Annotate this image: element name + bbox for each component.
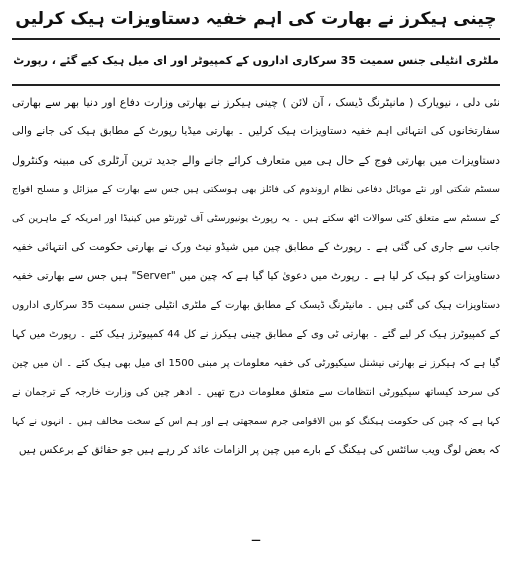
body-line: جانب سے جاری کی گئی ہے ۔ رپورٹ کے مطابق چین میں شیڈو نیٹ ورک نے بھارتی حکومت کی انتہائی خفیہ (12, 241, 500, 253)
body-line: دستاویزات کو ہیک کر لیا ہے ۔ رپورٹ میں دعویٰ کیا گیا ہے کہ چین میں "Server" ہیں جس سے بھارتی خفیہ (12, 270, 500, 282)
body-line: کی سرحد کیساتھ سیکیورٹی انتظامات سے متعلق معلومات درج تھیں ۔ ادھر چین کی وزارت خارجہ کے ترجمان نے (12, 387, 500, 398)
body-line: کہ بعض لوگ ویب سائٹس کی ہیکنگ کے بارے میں چین پر الزامات عائد کر رہے ہیں جو حقائق کے برعکس ہیں (18, 444, 500, 456)
body-line: نئی دلی ، نیویارک ( مانیٹرنگ ڈیسک ، آن لائن ) چینی ہیکرز نے بھارتی وزارت دفاع اور دنیا بھر سے بھارتی (12, 96, 500, 109)
body-line: دستاویزات ہیک کی گئی ہیں ۔ مانیٹرنگ ڈیسک کے مطابق بھارت کے ملٹری انٹیلی جنس سمیت 35 سرکاری اداروں (12, 300, 500, 311)
body-line: سسٹم شکتی اور نئے موبائل دفاعی نظام اروندوم کی فائلز بھی ہوسکتی ہیں جس سے بھارت کے میزائل و مسلح افواج (12, 184, 500, 195)
body-line: دستاویزات میں بھارتی فوج کے حال ہی میں متعارف کرائے جانے والے جدید ترین آرٹلری کی مبینہ وکنٹرول (12, 154, 500, 167)
headline: چینی ہیکرز نے بھارت کی اہم خفیہ دستاویزات ہیک کرلیں (15, 9, 497, 29)
body-line: کے سسٹم سے متعلق کئی سوالات اٹھ سکتے ہیں ۔ یہ رپورٹ یونیورسٹی آف ٹورنٹو میں کینیڈا اور امریکہ کے ماہرین کی (12, 213, 500, 224)
divider-bottom (12, 84, 500, 86)
end-mark: ــ (251, 529, 261, 545)
divider-top (12, 38, 500, 40)
body-line: کے کمپیوٹرز ہیک کر لیے گئے ۔ بھارتی ٹی وی کے مطابق چینی ہیکرز نے کل 44 کمپیوٹرز ہیک کئے ۔ رپورٹ میں کہا (12, 329, 500, 340)
body-line: کہا ہے کہ چین کی حکومت ہیکنگ کو بین الاقوامی جرم سمجھتی ہے اور ہم اس کے سخت مخالف ہیں ۔ انہوں نے کہا (12, 416, 500, 427)
subheadline: ملٹری انٹیلی جنس سمیت 35 سرکاری اداروں کے کمپیوٹر اور ای میل ہیک کیے گئے ، رپورٹ (13, 54, 499, 67)
body-line: گیا ہے کہ ہیکرز نے بھارتی نیشنل سیکیورٹی کی خفیہ معلومات پر مبنی 1500 ای میل بھی ہیک کئے ۔ ان میں چین (12, 358, 500, 369)
article-body (12, 88, 500, 465)
body-line: سفارتخانوں کی انتہائی اہم خفیہ دستاویزات ہیک کرلیں ۔ بھارتی میڈیا رپورٹ کے مطابق ہیک کی جانے والی (12, 125, 500, 137)
